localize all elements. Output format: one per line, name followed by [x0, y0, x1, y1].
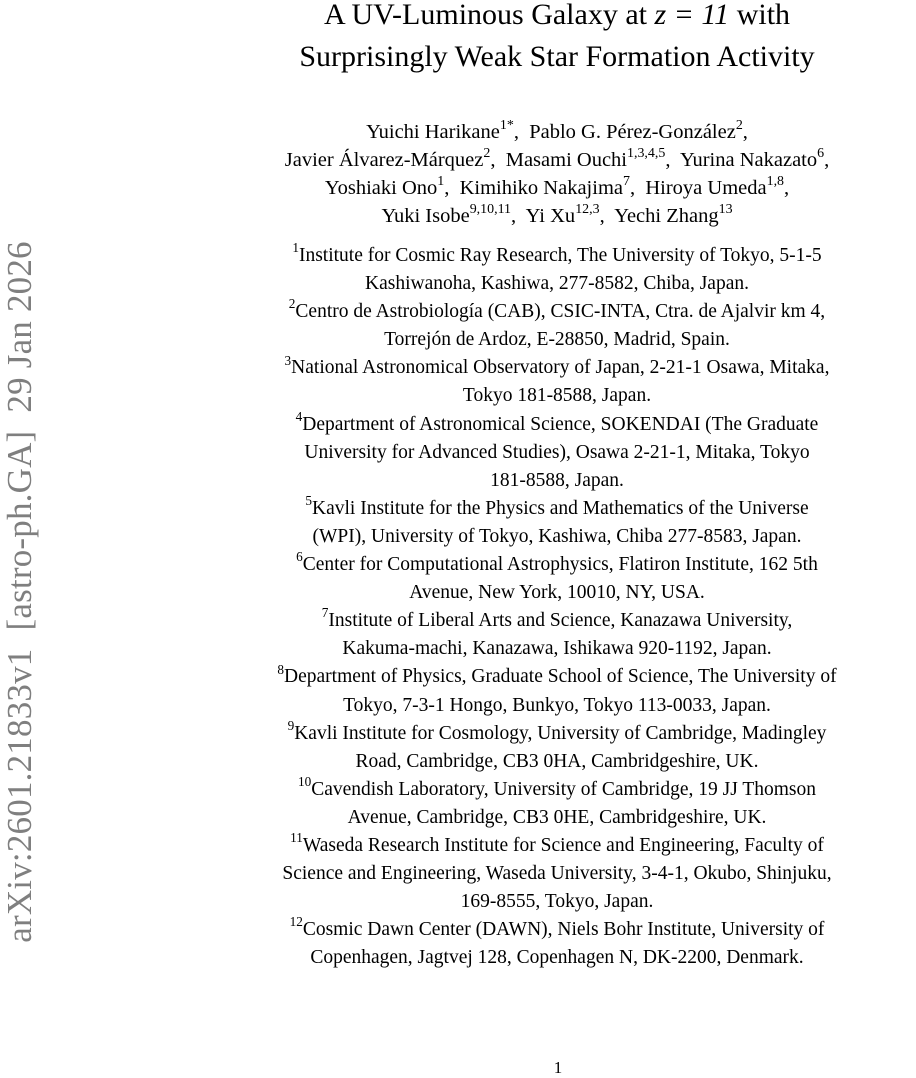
author-name: Yi Xu — [525, 205, 576, 227]
arxiv-id: arXiv:2601.21833v1 — [0, 648, 39, 943]
affiliation-line: Avenue, New York, 10010, NY, USA. — [409, 582, 705, 604]
affiliation-line: Institute for Cosmic Ray Research, The University of Tokyo, 5-1-5 — [298, 245, 822, 266]
affiliation — [198, 495, 916, 551]
author-name: Masami Ouchi — [505, 149, 627, 171]
affiliation-line: 181-8588, Japan. — [490, 469, 624, 491]
title-line-1 — [324, 0, 790, 31]
author-line: Yuki Isobe$^{9,10,11}$, Yi Xu$^{12,3}$, Yechi Zhang$^{13}$ — [381, 201, 733, 227]
affiliation-number: 10 — [297, 773, 312, 789]
author-name: Kimihiko Nakajima — [459, 177, 623, 199]
arxiv-date: 29 Jan 2026 — [0, 241, 39, 413]
affiliation-line: Cosmic Dawn Center (DAWN), Niels Bohr Institute, University of — [302, 919, 825, 941]
affiliation-number: 6 — [296, 549, 303, 565]
affiliation-line: Department of Physics, Graduate School of Science, The University of — [284, 666, 837, 688]
affiliation — [198, 298, 916, 354]
affiliation — [198, 354, 916, 410]
affiliation-line: Institute of Liberal Arts and Science, Kanazawa University, — [328, 610, 793, 632]
affiliation-line: Cavendish Laboratory, University of Cambridge, 19 JJ Thomson — [311, 778, 816, 800]
author — [324, 173, 445, 199]
affiliation-line: Avenue, Cambridge, CB3 0HE, Cambridgeshire, UK. — [347, 806, 767, 828]
affiliation-number: 5 — [305, 493, 313, 509]
author — [381, 201, 511, 227]
affiliation-list — [198, 242, 916, 972]
author-name: Yuki Isobe — [381, 205, 470, 227]
affiliation-line: Kakuma-machi, Kanazawa, Ishikawa 920-1192, Japan. — [342, 638, 772, 660]
title-line-1-suffix: with — [729, 0, 791, 31]
affiliation-number: 7 — [321, 605, 329, 621]
affiliation-number: 8 — [277, 661, 285, 677]
author — [366, 117, 514, 143]
affiliation-number: 9 — [287, 717, 295, 733]
page-number: 1 — [553, 1058, 563, 1077]
paper-title — [198, 0, 916, 78]
affiliation — [198, 832, 916, 916]
author — [614, 201, 733, 227]
author-affil-marker: 1,8 — [766, 173, 785, 189]
author-name: Hiroya Umeda — [645, 177, 767, 199]
affiliation-number: 2 — [288, 296, 296, 312]
affiliation-line: Tokyo, 7-3-1 Hongo, Bunkyo, Tokyo 113-0033, Japan. — [343, 694, 771, 716]
author — [679, 145, 825, 171]
author-affil-marker: 13 — [718, 201, 733, 217]
affiliation-line: Kavli Institute for the Physics and Mathematics of the Universe — [312, 497, 809, 519]
author-name: Yechi Zhang — [614, 205, 719, 227]
arxiv-category: [astro-ph.GA] — [0, 430, 39, 631]
affiliation-number: 3 — [284, 352, 292, 368]
author-line: Yuichi Harikane$^{1*}$, Pablo G. Pérez-González$^2$, — [366, 117, 748, 143]
affiliation-line: Torrejón de Ardoz, E-28850, Madrid, Spain. — [384, 329, 730, 351]
author-affil-marker: 1,3,4,5 — [627, 145, 666, 161]
author-affil-marker: 1* — [499, 117, 514, 133]
affiliation-number: 12 — [289, 914, 303, 930]
author-affil-marker: 7 — [623, 173, 630, 189]
affiliation-number: 11 — [290, 830, 303, 846]
affiliation — [198, 607, 916, 663]
affiliation-line: Centro de Astrobiología (CAB), CSIC-INTA, Ctra. de Ajalvir km 4, — [295, 301, 826, 323]
author-affil-marker: 2 — [735, 117, 743, 133]
author-affil-marker: 1 — [437, 173, 445, 189]
affiliation — [198, 916, 916, 972]
affiliation — [198, 717, 916, 776]
title-line-1-prefix: A UV-Luminous Galaxy at — [323, 0, 655, 31]
arxiv-identifier-sidebar — [0, 241, 40, 943]
affiliation-number: 1 — [292, 240, 299, 256]
affiliation-line: Science and Engineering, Waseda University, 3-4-1, Okubo, Shinjuku, — [282, 863, 832, 885]
author-affil-marker: 6 — [817, 145, 825, 161]
title-math: z = 11 — [654, 0, 730, 31]
author — [505, 145, 666, 171]
author-affil-marker: 9,10,11 — [469, 201, 511, 217]
author-line: Yoshiaki Ono$^1$, Kimihiko Nakajima$^7$, Hiroya Umeda$^{1,8}$, — [324, 173, 790, 199]
author-name: Yuichi Harikane — [366, 121, 500, 143]
affiliation — [198, 773, 916, 832]
affiliation-line: 169-8555, Tokyo, Japan. — [460, 891, 654, 913]
affiliation-line: University for Advanced Studies), Osawa 2-21-1, Mitaka, Tokyo — [304, 441, 810, 463]
author-name: Yoshiaki Ono — [324, 177, 438, 199]
affiliation-line: Kashiwanoha, Kashiwa, 277-8582, Chiba, Japan. — [365, 273, 749, 295]
author-list — [198, 118, 916, 230]
affiliation-number: 4 — [295, 408, 303, 424]
affiliation-line: Kavli Institute for Cosmology, University of Cambridge, Madingley — [294, 722, 827, 744]
affiliation-line: Copenhagen, Jagtvej 128, Copenhagen N, DK-2200, Denmark. — [310, 947, 804, 969]
affiliation — [198, 551, 916, 607]
affiliation — [198, 663, 916, 719]
affiliation-line: Department of Astronomical Science, SOKENDAI (The Graduate — [302, 413, 819, 435]
affiliation-line: Tokyo 181-8588, Japan. — [462, 385, 652, 407]
affiliation-line: Road, Cambridge, CB3 0HA, Cambridgeshire, UK. — [355, 750, 759, 772]
author-affil-marker: 2 — [483, 145, 491, 161]
author — [645, 173, 785, 199]
author-name: Yurina Nakazato — [679, 149, 818, 171]
author-name: Javier Álvarez-Márquez — [284, 149, 484, 171]
author — [284, 145, 491, 171]
title-line-2: Surprisingly Weak Star Formation Activity — [299, 40, 815, 73]
affiliation — [198, 408, 916, 495]
affiliation-line: (WPI), University of Tokyo, Kashiwa, Chiba 277-8583, Japan. — [312, 525, 802, 547]
author — [525, 201, 600, 227]
author-affil-marker: 12,3 — [575, 201, 600, 217]
affiliation-line: Waseda Research Institute for Science and Engineering, Faculty of — [302, 834, 824, 856]
affiliation-line: National Astronomical Observatory of Japan, 2-21-1 Osawa, Mitaka, — [291, 357, 830, 379]
affiliation — [198, 242, 916, 298]
author-line: Javier Álvarez-Márquez$^2$, Masami Ouchi$^{1,3,4,5}$, Yurina Nakazato$^6$, — [284, 145, 830, 171]
affiliation-line: Center for Computational Astrophysics, Flatiron Institute, 162 5th — [302, 554, 818, 576]
author — [459, 173, 630, 199]
author-name: Pablo G. Pérez-González — [529, 121, 736, 143]
title-page-content — [198, 0, 916, 972]
